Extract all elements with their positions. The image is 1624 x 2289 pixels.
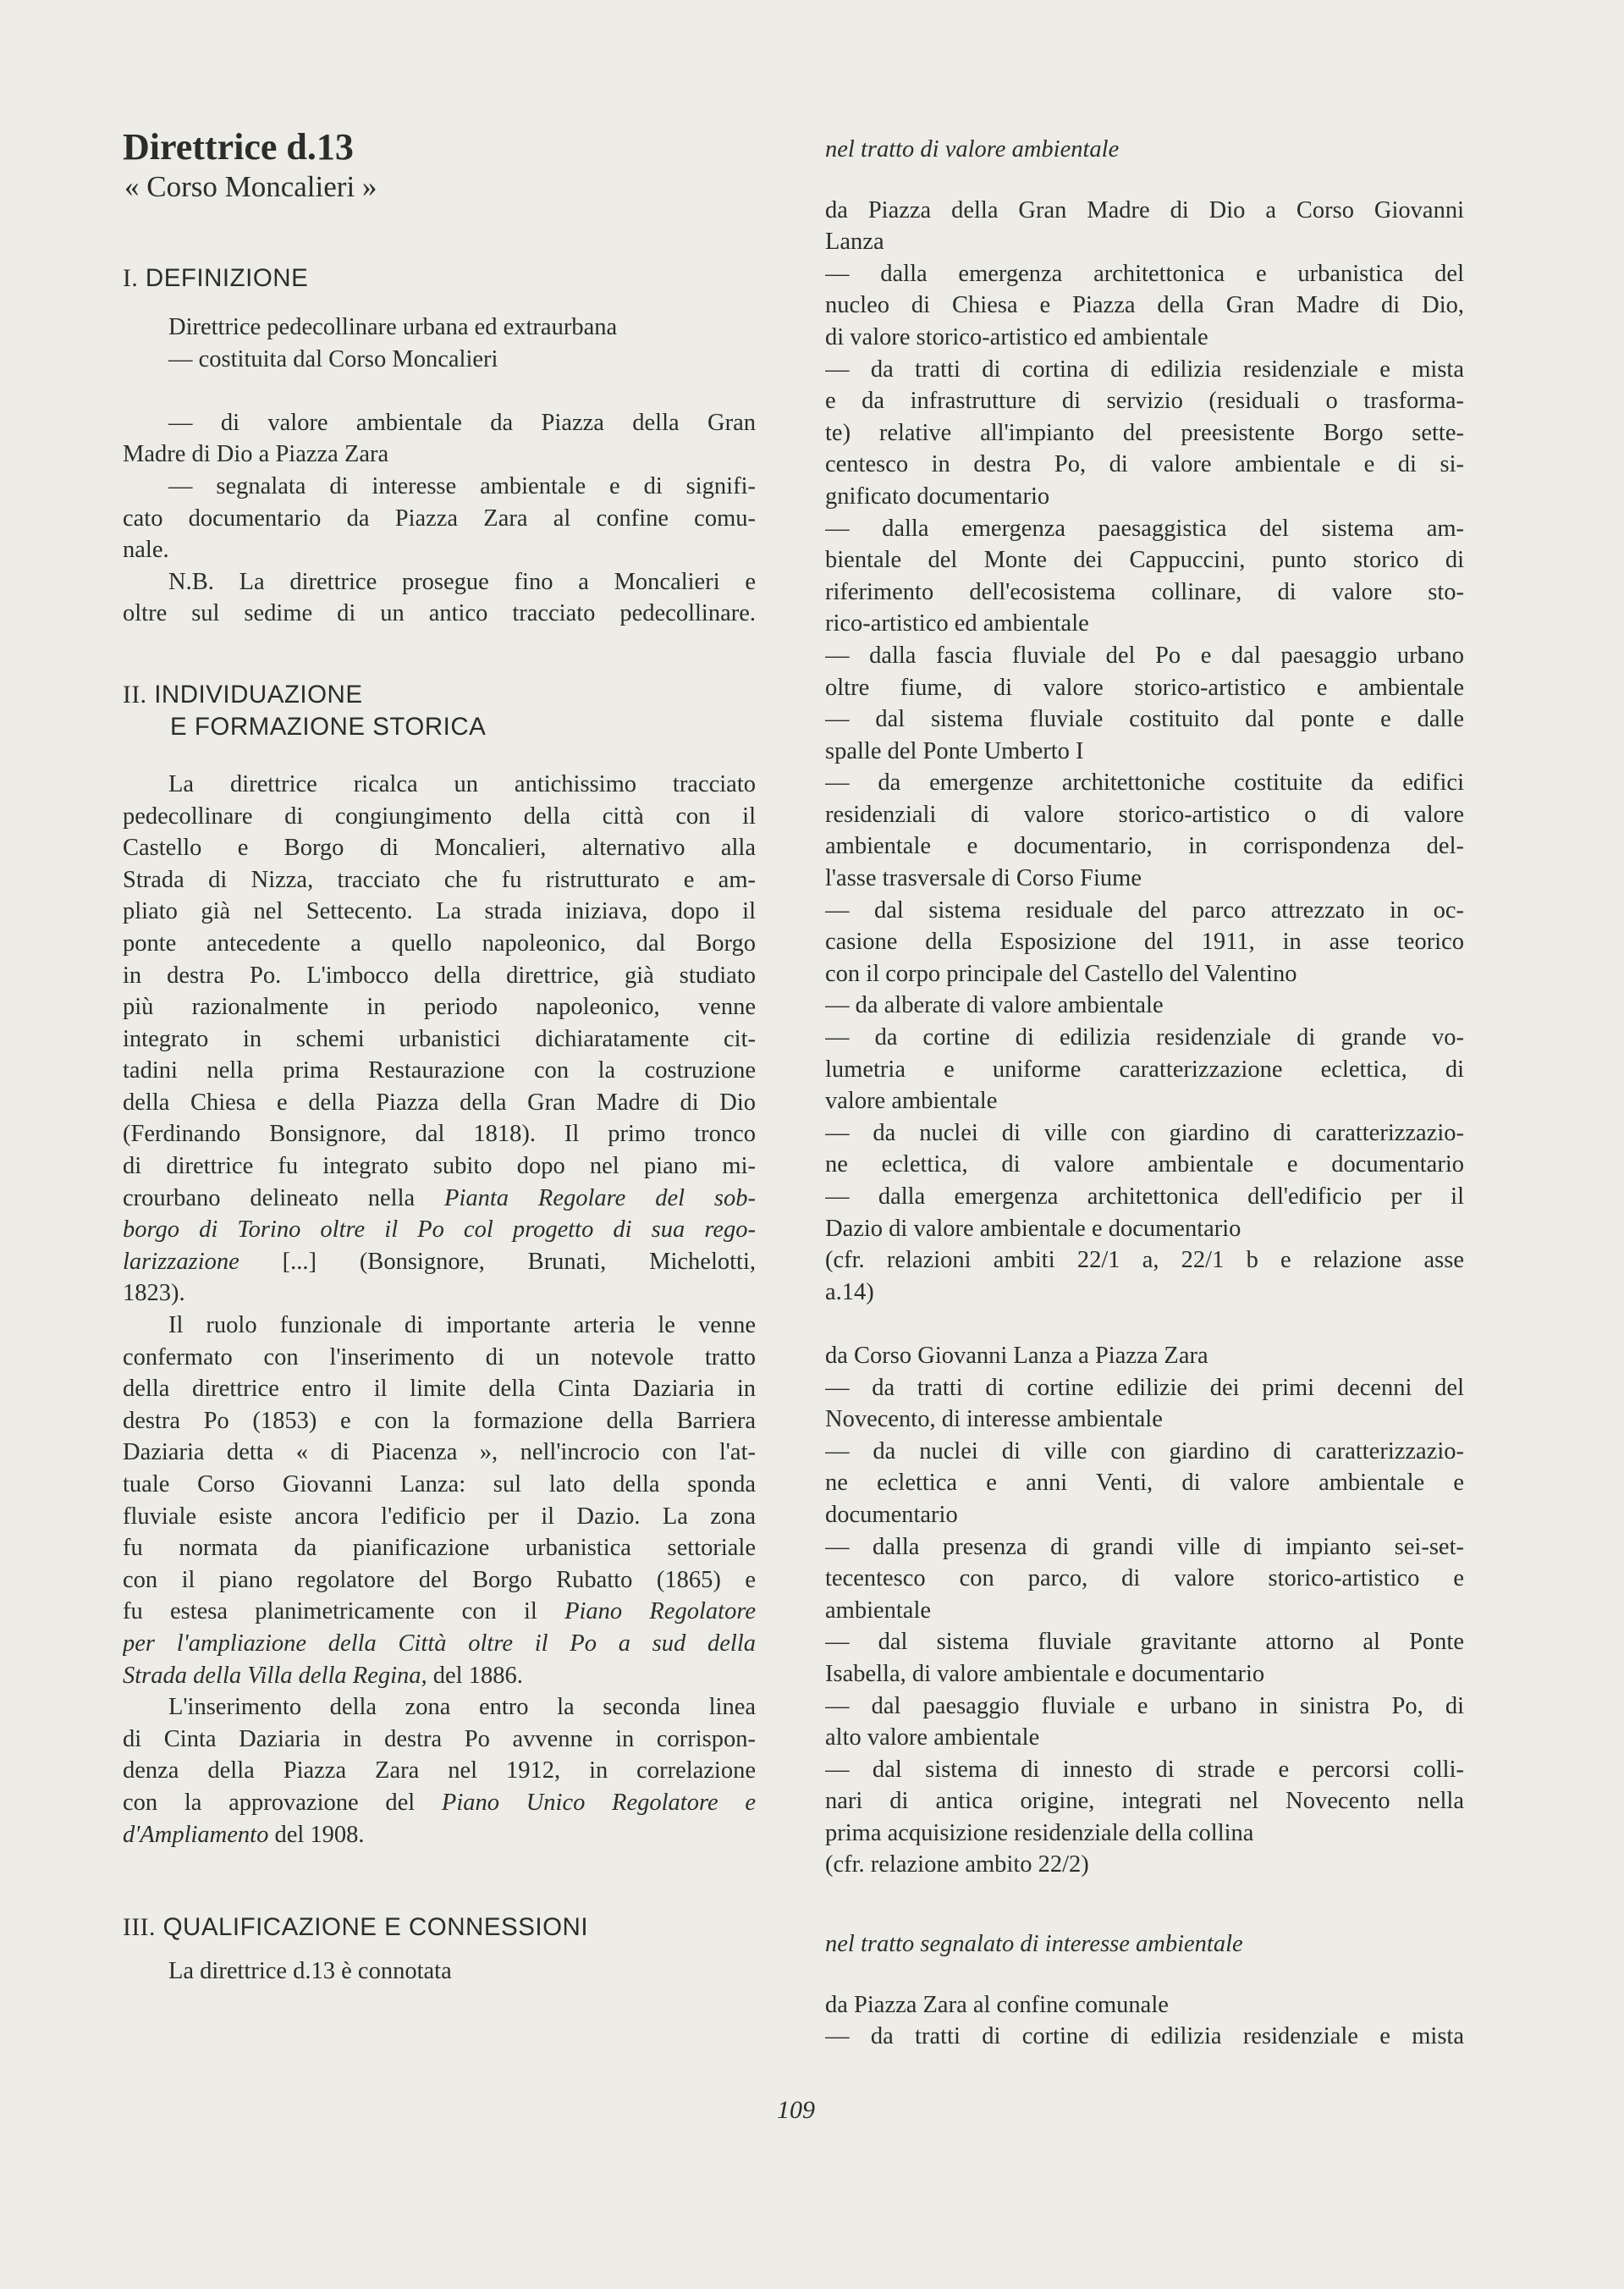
text-line: per l'ampliazione della Città oltre il Po a sud della — [123, 1630, 756, 1657]
text-line: l'asse trasversale di Corso Fiume — [825, 865, 1142, 892]
text-line: Il ruolo funzionale di importante arteria le venne — [168, 1312, 756, 1339]
text-line: larizzazione [...] (Bonsignore, Brunati, Michelotti, — [123, 1248, 756, 1275]
text-line: N.B. La direttrice prosegue fino a Moncalieri e — [168, 568, 756, 595]
text-line: (cfr. relazione ambito 22/2) — [825, 1851, 1089, 1878]
text-line: — da nuclei di ville con giardino di caratterizzazio- — [825, 1119, 1464, 1146]
text-line: fluviale esiste ancora l'edificio per il Dazio. La zona — [123, 1503, 756, 1530]
text-line: rico-artistico ed ambientale — [825, 610, 1089, 637]
text-line: pedecollinare di congiungimento della città con il — [123, 803, 756, 830]
text-line: fu normata da pianificazione urbanistica settoriale — [123, 1535, 756, 1562]
text-line: — dal sistema fluviale costituito dal ponte e dalle — [825, 706, 1464, 733]
list-block-gran-madre — [825, 195, 1464, 1309]
text-line: integrato in schemi urbanistici dichiaratamente cit- — [123, 1025, 756, 1052]
text-line: residenziali di valore storico-artistico o di valore — [825, 801, 1464, 828]
text-line: fu estesa planimetricamente con il Piano Regolatore — [123, 1598, 756, 1625]
text-line: confermato con l'inserimento di un notevole tratto — [123, 1343, 756, 1371]
text-line: tuale Corso Giovanni Lanza: sul lato della sponda — [123, 1471, 756, 1498]
text-line: Isabella, di valore ambientale e documentario — [825, 1660, 1265, 1687]
text-line: — dal sistema di innesto di strade e percorsi colli- — [825, 1756, 1464, 1783]
text-line: — da emergenze architettoniche costituite da edifici — [825, 769, 1464, 797]
text-line: prima acquisizione residenziale della collina — [825, 1819, 1254, 1846]
text-line: Daziaria detta « di Piacenza », nell'incrocio con l'at- — [123, 1439, 756, 1466]
text-line: nale. — [123, 537, 169, 564]
text-line: riferimento dell'ecosistema collinare, di valore sto- — [825, 578, 1464, 605]
text-line: L'inserimento della zona entro la seconda linea — [168, 1694, 756, 1721]
text-line: ambientale e documentario, in corrispondenza del- — [825, 833, 1464, 860]
text-line: Madre di Dio a Piazza Zara — [123, 441, 389, 468]
text-line: — da alberate di valore ambientale — [825, 992, 1164, 1019]
text-line: — dalla emergenza paesaggistica del sistema am- — [825, 515, 1464, 542]
text-line: La direttrice ricalca un antichissimo tracciato — [168, 770, 756, 797]
subsection-title-interesse-ambientale: nel tratto segnalato di interesse ambientale — [825, 1931, 1243, 1958]
text-line: da Piazza della Gran Madre di Dio a Corso Giovanni — [825, 196, 1464, 223]
text-line: ambientale — [825, 1597, 932, 1624]
page-title: Direttrice d.13 — [123, 126, 354, 168]
text-line: oltre fiume, di valore storico-artistico e ambientale — [825, 674, 1464, 701]
text-line: tadini nella prima Restaurazione con la costruzione — [123, 1057, 756, 1084]
text-line: gnificato documentario — [825, 483, 1050, 510]
text-line: Novecento, di interesse ambientale — [825, 1406, 1163, 1433]
text-line: bientale del Monte dei Cappuccini, punto storico di — [825, 547, 1464, 574]
text-line: denza della Piazza Zara nel 1912, in correlazione — [123, 1757, 756, 1784]
text-line: ne eclettica, di valore ambientale e documentario — [825, 1151, 1464, 1178]
text-line: oltre sul sedime di un antico tracciato pedecollinare. — [123, 600, 756, 627]
text-line: borgo di Torino oltre il Po col progetto di sua rego- — [123, 1216, 756, 1244]
text-line: più razionalmente in periodo napoleonico, venne — [123, 994, 756, 1021]
text-line: Lanza — [825, 229, 884, 256]
text-line: nari di antica origine, integrati nel Novecento nella — [825, 1788, 1464, 1815]
text-line: di direttrice fu integrato subito dopo nel piano mi- — [123, 1153, 756, 1180]
text-line: documentario — [825, 1501, 958, 1528]
text-line: della direttrice entro il limite della Cinta Daziaria in — [123, 1376, 756, 1403]
text-line: crourbano delineato nella Pianta Regolare del sob- — [123, 1184, 756, 1211]
section-heading-individuazione: II. INDIVIDUAZIONE E FORMAZIONE STORICA — [123, 680, 487, 741]
text-line: spalle del Ponte Umberto I — [825, 737, 1084, 764]
page-subtitle: « Corso Moncalieri » — [124, 170, 377, 203]
text-line: Strada di Nizza, tracciato che fu ristrutturato e am- — [123, 866, 756, 893]
history-paragraph — [123, 769, 756, 1851]
text-line: tecentesco con parco, di valore storico-artistico e — [825, 1565, 1464, 1592]
text-line: — da cortine di edilizia residenziale di grande vo- — [825, 1024, 1464, 1051]
text-line: di Cinta Daziaria in destra Po avvenne in corrispon- — [123, 1725, 756, 1752]
subsection-title-valore-ambientale: nel tratto di valore ambientale — [825, 136, 1120, 163]
text-line: — di valore ambientale da Piazza della Gran — [168, 409, 756, 436]
text-line: (cfr. relazioni ambiti 22/1 a, 22/1 b e relazione asse — [825, 1247, 1464, 1274]
list-block-zara-confine — [825, 1989, 1464, 2053]
text-line: con il corpo principale del Castello del Valentino — [825, 960, 1297, 987]
text-line: pliato già nel Settecento. La strada iniziava, dopo il — [123, 898, 756, 925]
list-block-lanza-zara — [825, 1340, 1464, 1881]
text-line: — costituita dal Corso Moncalieri — [168, 345, 498, 372]
text-line: lumetria e uniforme caratterizzazione eclettica, di — [825, 1056, 1464, 1083]
text-line: — dalla fascia fluviale del Po e dal paesaggio urbano — [825, 642, 1464, 669]
text-line: ponte antecedente a quello napoleonico, dal Borgo — [123, 929, 756, 957]
text-line: da Piazza Zara al confine comunale — [825, 1991, 1169, 2018]
text-line: destra Po (1853) e con la formazione della Barriera — [123, 1407, 756, 1434]
text-line: con la approvazione del Piano Unico Regolatore e — [123, 1789, 756, 1816]
definition-detail-paragraph — [123, 407, 756, 630]
text-line: — dal sistema residuale del parco attrezzato in oc- — [825, 896, 1464, 924]
text-line: alto valore ambientale — [825, 1724, 1040, 1751]
text-line: da Corso Giovanni Lanza a Piazza Zara — [825, 1342, 1208, 1369]
text-line: in destra Po. L'imbocco della direttrice, già studiato — [123, 962, 756, 989]
text-line: te) relative all'impianto del preesistente Borgo sette- — [825, 419, 1464, 446]
text-line: — dal sistema fluviale gravitante attorno al Ponte — [825, 1629, 1464, 1656]
text-line: — segnalata di interesse ambientale e di signifi- — [168, 472, 756, 499]
text-line: — da tratti di cortina di edilizia residenziale e mista — [825, 356, 1464, 383]
text-line: valore ambientale — [825, 1088, 998, 1115]
left-column — [123, 119, 756, 1988]
text-line: — da tratti di cortine edilizie dei primi decenni del — [825, 1374, 1464, 1401]
section-heading-qualificazione: III. QUALIFICAZIONE E CONNESSIONI — [123, 1913, 589, 1942]
text-line: della Chiesa e della Piazza della Gran Madre di Dio — [123, 1089, 756, 1116]
text-line: — da nuclei di ville con giardino di caratterizzazio- — [825, 1437, 1464, 1464]
text-line: Castello e Borgo di Moncalieri, alternativo alla — [123, 835, 756, 862]
right-column — [825, 134, 1464, 2053]
text-line: 1823). — [123, 1280, 185, 1307]
text-line: di valore storico-artistico ed ambientale — [825, 323, 1208, 350]
qualification-intro: La direttrice d.13 è connotata — [168, 1958, 452, 1985]
text-line: e da infrastrutture di servizio (residuali o trasforma- — [825, 388, 1464, 415]
section-heading-definizione: I. DEFINIZIONE — [123, 264, 309, 292]
text-line: centesco in destra Po, di valore ambientale e di si- — [825, 451, 1464, 478]
text-line: Strada della Villa della Regina, del 1886. — [123, 1662, 523, 1689]
text-line: — dalla emergenza architettonica dell'edificio per il — [825, 1183, 1464, 1210]
text-line: (Ferdinando Bonsignore, dal 1818). Il primo tronco — [123, 1121, 756, 1148]
text-line: a.14) — [825, 1278, 874, 1305]
definition-paragraph — [123, 312, 756, 375]
text-line: — dal paesaggio fluviale e urbano in sinistra Po, di — [825, 1692, 1464, 1719]
text-line: Direttrice pedecollinare urbana ed extraurbana — [168, 314, 618, 340]
text-line: casione della Esposizione del 1911, in asse teorico — [825, 929, 1464, 956]
text-line: cato documentario da Piazza Zara al confine comu- — [123, 505, 756, 532]
text-line: Dazio di valore ambientale e documentario — [825, 1215, 1241, 1242]
page-number: 109 — [777, 2096, 815, 2124]
text-line: — dalla presenza di grandi ville di impianto sei-set- — [825, 1533, 1464, 1560]
text-line: ne eclettica e anni Venti, di valore ambientale e — [825, 1470, 1464, 1497]
text-line: — da tratti di cortine di edilizia residenziale e mista — [825, 2023, 1464, 2050]
text-line: d'Ampliamento del 1908. — [123, 1821, 365, 1848]
text-line: nucleo di Chiesa e Piazza della Gran Madre di Dio, — [825, 292, 1464, 319]
text-line: — dalla emergenza architettonica e urbanistica del — [825, 260, 1464, 287]
text-line: con il piano regolatore del Borgo Rubatto (1865) e — [123, 1566, 756, 1593]
